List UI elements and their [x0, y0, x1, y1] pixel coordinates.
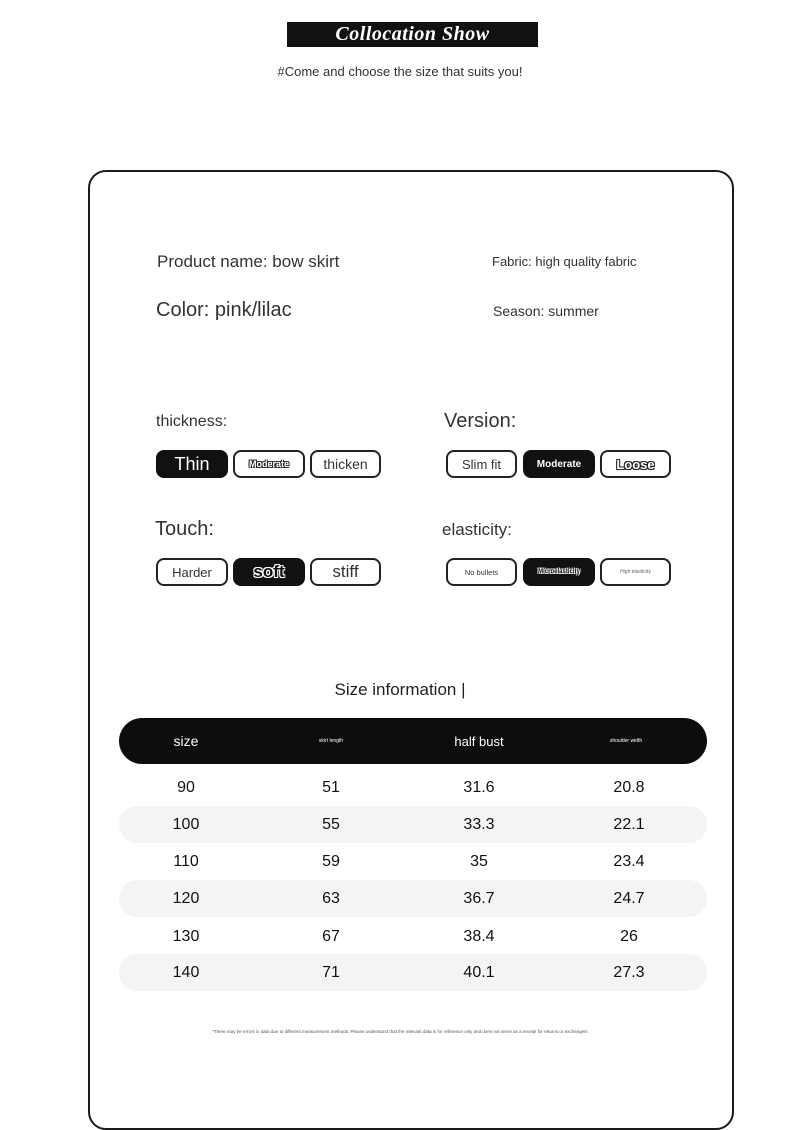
table-row	[119, 880, 707, 917]
table-row	[119, 843, 707, 880]
cell-half-bust: 40.1	[463, 963, 495, 981]
table-row	[119, 918, 707, 955]
elasticity-option-high-elasticity[interactable]: High elasticity	[600, 558, 671, 586]
size-table-header	[119, 718, 707, 764]
elasticity-option-microelasticity[interactable]	[523, 558, 595, 586]
cell-skirt-length: 67	[322, 927, 340, 945]
elasticity-option-no-bullets[interactable]: No bullets	[446, 558, 517, 586]
cell-half-bust: 38.4	[463, 927, 495, 945]
touch-label: Touch:	[155, 518, 214, 540]
cell-shoulder-width: 26	[620, 927, 638, 945]
cell-shoulder-width: 24.7	[613, 889, 645, 907]
version-option-moderate[interactable]: Moderate	[523, 450, 595, 478]
header-half-bust: half bust	[454, 733, 504, 749]
thickness-label: thickness:	[156, 413, 228, 430]
product-fabric: Fabric: high quality fabric	[492, 254, 637, 269]
thickness-option-moderate-label: Moderate	[248, 459, 289, 469]
cell-half-bust: 31.6	[463, 778, 495, 796]
product-color: Color: pink/lilac	[156, 299, 292, 321]
touch-option-stiff[interactable]: stiff	[310, 558, 381, 586]
version-label: Version:	[444, 410, 517, 432]
cell-half-bust: 35	[470, 852, 488, 870]
cell-size: 120	[172, 889, 200, 907]
touch-option-harder[interactable]: Harder	[156, 558, 228, 586]
cell-shoulder-width: 20.8	[613, 778, 645, 796]
table-row	[119, 806, 707, 843]
collocation-show-banner: Collocation Show	[287, 22, 538, 47]
size-information-title: Size information |	[334, 680, 466, 699]
product-season: Season: summer	[493, 303, 599, 319]
elasticity-label: elasticity:	[442, 520, 512, 539]
measurement-note: *There may be errors in data due to different measurement methods. Please understand that the relevant data is for reference only and does not serve as a receipt for returns or exchanges!	[212, 1029, 588, 1034]
touch-option-soft-label: soft	[253, 562, 285, 581]
thickness-option-thin[interactable]: Thin	[156, 450, 228, 478]
subtitle: #Come and choose the size that suits you!	[277, 64, 523, 79]
version-option-loose[interactable]	[600, 450, 671, 478]
cell-size: 130	[172, 927, 200, 945]
cell-size: 100	[172, 815, 200, 833]
product-name: Product name: bow skirt	[157, 252, 340, 271]
cell-skirt-length: 55	[322, 815, 340, 833]
cell-skirt-length: 63	[322, 889, 340, 907]
table-row	[119, 954, 707, 991]
cell-half-bust: 33.3	[463, 815, 495, 833]
cell-skirt-length: 71	[322, 963, 340, 981]
header-size: size	[173, 733, 199, 749]
version-option-loose-label: Loose	[616, 456, 655, 472]
thickness-option-thicken[interactable]: thicken	[310, 450, 381, 478]
cell-skirt-length: 51	[322, 778, 340, 796]
cell-shoulder-width: 22.1	[613, 815, 645, 833]
header-skirt-length: skirt length	[318, 738, 344, 744]
thickness-option-moderate[interactable]	[233, 450, 305, 478]
cell-half-bust: 36.7	[463, 889, 495, 907]
cell-size: 90	[177, 778, 195, 796]
touch-option-soft[interactable]	[233, 558, 305, 586]
cell-size: 140	[172, 963, 200, 981]
cell-shoulder-width: 27.3	[613, 963, 645, 981]
table-row	[119, 769, 707, 806]
header-shoulder-width: shoulder width	[609, 738, 643, 744]
version-option-slim-fit[interactable]: Slim fit	[446, 450, 517, 478]
cell-skirt-length: 59	[322, 852, 340, 870]
cell-size: 110	[173, 852, 199, 870]
elasticity-option-microelasticity-label: Microelasticity	[538, 569, 580, 575]
cell-shoulder-width: 23.4	[613, 852, 645, 870]
